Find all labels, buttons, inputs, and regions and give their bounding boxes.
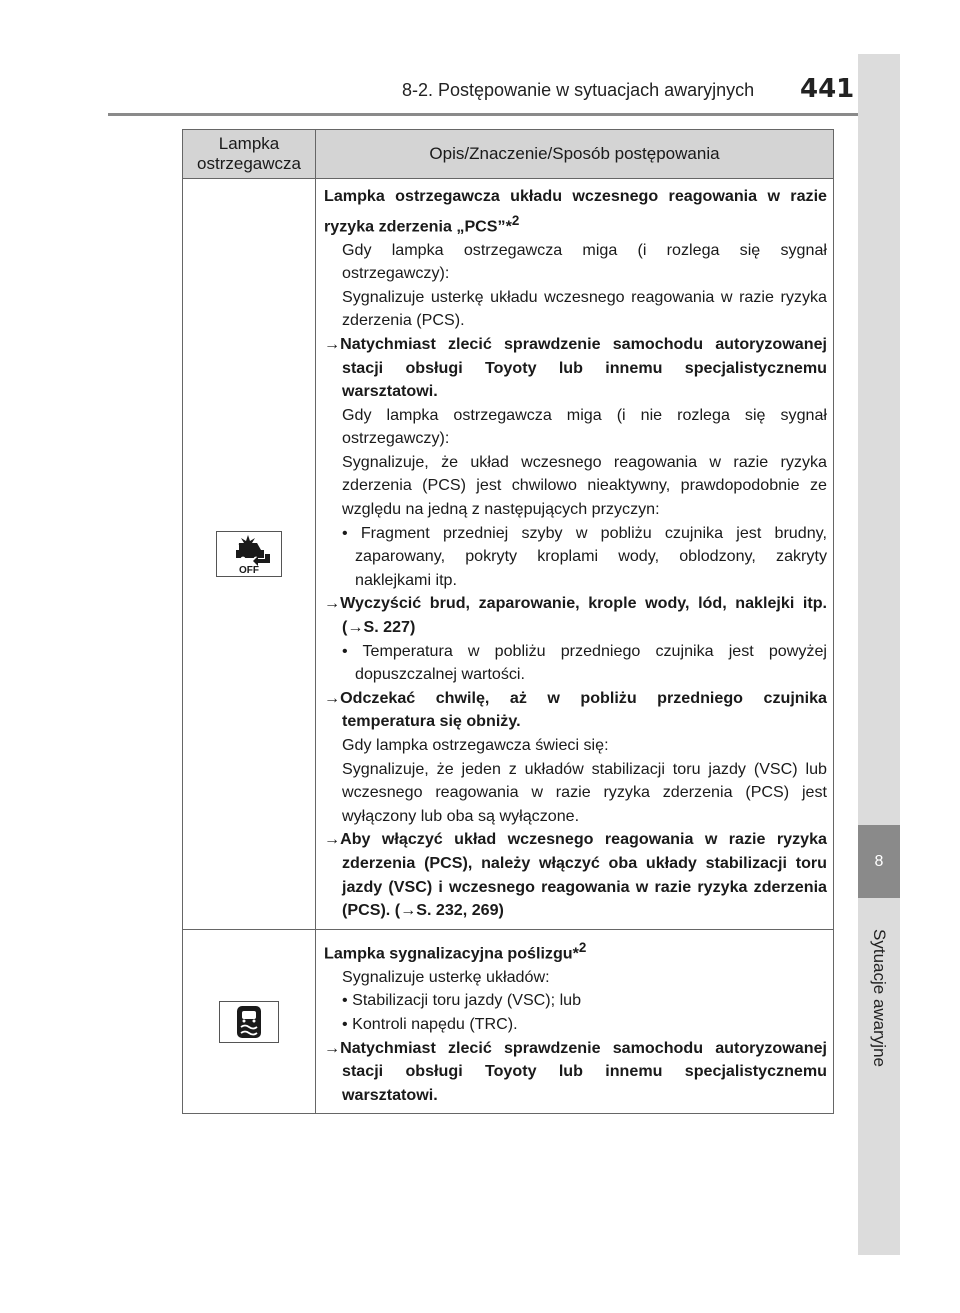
chapter-label-text: Sytuacje awaryjne	[870, 929, 889, 1067]
action-text: →Natychmiast zlecić sprawdzenie samochodu autoryzowanej stacji obsługi Toyoty lub innemu specjalistycznemu warsztatowi.	[324, 1038, 827, 1104]
lamp-cell	[183, 929, 316, 1114]
running-header-title: 8-2. Postępowanie w sytuacjach awaryjnych	[402, 80, 755, 100]
meaning-text: Sygnalizuje usterkę układu wczesnego reagowania w razie ryzyka zderzenia (PCS).	[342, 287, 827, 330]
header-divider	[108, 113, 858, 116]
column-header-lamp: Lampka ostrzegawcza	[183, 130, 316, 179]
meaning-text: Sygnalizuje, że układ wczesnego reagowania w razie ryzyka zderzenia (PCS) jest chwilowo nieaktywny, prawdopodobnie ze względu na jedną z następujących przyczyn:	[342, 452, 827, 519]
action-text: →Natychmiast zlecić sprawdzenie samochodu autoryzowanej stacji obsługi Toyoty lub innemu specjalistycznemu warsztatowi.	[324, 334, 827, 401]
condition-text: Gdy lampka ostrzegawcza miga (i nie rozlega się sygnał ostrzegawczy):	[342, 405, 827, 448]
page-number: 441	[800, 74, 855, 104]
meaning-text: Sygnalizuje usterkę układów:	[342, 967, 550, 986]
meaning-text: Sygnalizuje, że jeden z układów stabilizacji toru jazdy (VSC) lub wczesnego reagowania w razie ryzyka zderzenia (PCS) jest wyłączony lub oba są wyłączone.	[342, 759, 827, 825]
description-cell	[316, 929, 834, 1114]
lamp-title: Lampka sygnalizacyjna poślizgu*$^2$	[324, 939, 587, 963]
bullet-item: • Fragment przedniej szyby w pobliżu czujnika jest brudny, zaparowany, pokryty kroplami wody, oblodzony, zakryty naklejkami itp.	[342, 523, 827, 589]
column-header-description: Opis/Znaczenie/Sposób postępowania	[316, 130, 834, 179]
table-header-row	[183, 130, 834, 179]
warning-lamp-table	[182, 129, 834, 1114]
action-text: →Wyczyścić brud, zaparowanie, krople wody, lód, naklejki itp. (→S. 227)	[324, 594, 827, 637]
chapter-number: 8	[874, 852, 884, 870]
description-cell	[316, 179, 834, 930]
lamp-cell	[183, 179, 316, 930]
table-row	[183, 179, 834, 930]
pcs-off-label: OFF	[239, 564, 259, 576]
pcs-off-warning-icon	[216, 531, 282, 577]
lamp-title: Lampka ostrzegawcza układu wczesnego reagowania w razie ryzyka zderzenia „PCS”*$^2$	[324, 187, 827, 235]
bullet-item: • Kontroli napędu (TRC).	[342, 1014, 518, 1033]
condition-text: Gdy lampka ostrzegawcza świeci się:	[342, 736, 609, 755]
chapter-tab	[858, 825, 900, 898]
condition-text: Gdy lampka ostrzegawcza miga (i rozlega się sygnał ostrzegawczy):	[342, 240, 827, 283]
side-tab-strip	[858, 54, 900, 825]
bullet-item: • Temperatura w pobliżu przedniego czujnika jest powyżej dopuszczalnej wartości.	[342, 641, 827, 684]
action-text: →Aby włączyć układ wczesnego reagowania w razie ryzyka zderzenia (PCS), należy włączyć oba układy stabilizacji toru jazdy (VSC) i wczesnego reagowania w razie ryzyka zderzenia (PCS). (→S. 232, 269)	[324, 830, 827, 920]
bullet-item: • Stabilizacji toru jazdy (VSC); lub	[342, 991, 582, 1010]
action-text: →Odczekać chwilę, aż w pobliżu przedniego czujnika temperatura się obniży.	[324, 688, 827, 731]
chapter-label	[858, 898, 900, 1098]
table-row	[183, 929, 834, 1114]
slip-indicator-icon	[219, 1001, 279, 1043]
